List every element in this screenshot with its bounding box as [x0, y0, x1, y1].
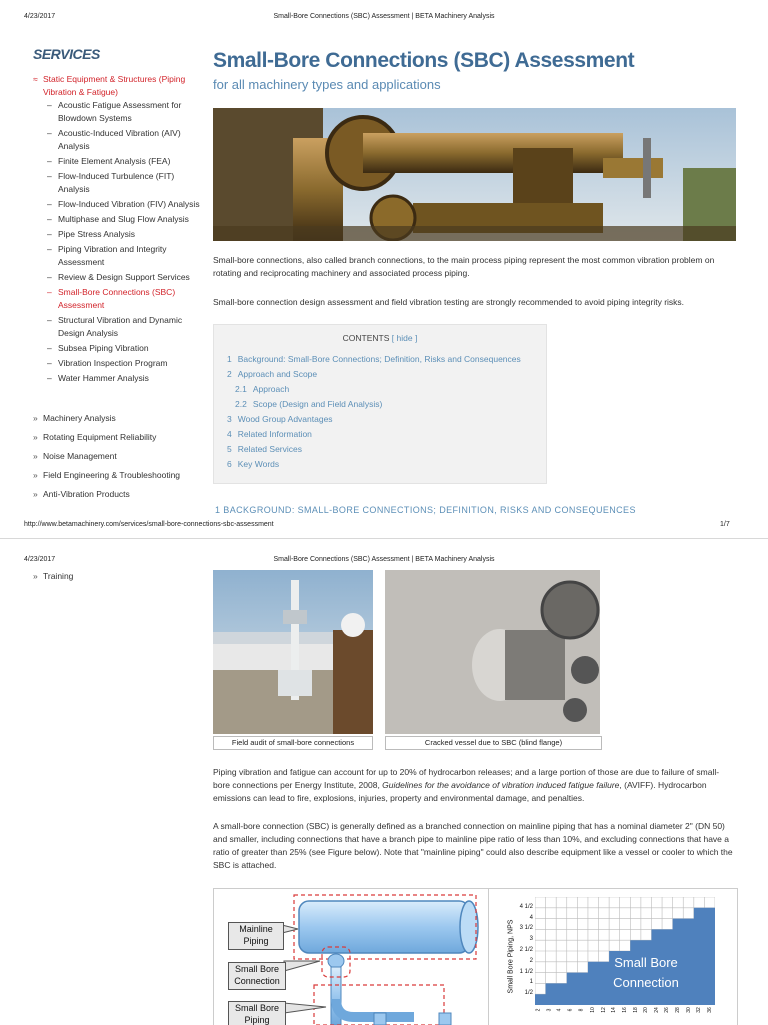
sidebar-category-item[interactable]: » Rotating Equipment Reliability	[33, 431, 203, 444]
toc-item[interactable]	[227, 352, 542, 367]
toc-items	[227, 352, 542, 472]
sidebar-sub-item[interactable]: – Subsea Piping Vibration	[47, 342, 207, 355]
toc-item[interactable]	[227, 367, 542, 382]
y-tick-label: 4 1/2	[519, 903, 533, 910]
page-subtitle: for all machinery types and applications	[213, 77, 441, 92]
sbc-figure	[213, 888, 738, 1025]
y-tick-label: 1	[529, 979, 533, 986]
figure-divider	[488, 889, 489, 1025]
chart-x-ticks	[535, 1007, 715, 1025]
sidebar-category-list	[33, 412, 203, 507]
toc-item[interactable]	[227, 397, 542, 412]
hero-photo	[213, 108, 736, 241]
x-tick-label: 26	[664, 1007, 671, 1013]
x-tick-label: 4	[556, 1008, 563, 1012]
sidebar-heading: SERVICES	[33, 46, 100, 62]
sbc-definition-paragraph: A small-bore connection (SBC) is generally defined as a branched connection on mainline piping that has a nominal diameter 2" (DN 50) and smaller, including connections that have a branch pipe to mainline pipe ratio of less than 10%, and excluding connections that have a ratio of greater than 25% (see Figure below). Note that "mainline piping" could also describe equipment like a vessel or cooler to which the SBC is attached.	[213, 821, 733, 870]
x-tick-label: 3	[546, 1008, 553, 1012]
chart-y-label: Small Bore Piping, NPS	[507, 919, 515, 994]
toc-item-number: 6	[227, 459, 232, 469]
y-tick-label: 2 1/2	[519, 947, 533, 953]
toc-item-label: Related Services	[237, 444, 302, 454]
y-tick-label: 3	[529, 936, 533, 943]
x-tick-label: 18	[632, 1007, 639, 1013]
y-tick-label: 4	[529, 914, 533, 921]
x-tick-label: 32	[695, 1007, 702, 1013]
x-tick-label: 12	[600, 1007, 607, 1013]
sidebar-sub-item[interactable]: – Flow-Induced Vibration (FIV) Analysis	[47, 198, 207, 211]
toc-item-label: Background: Small-Bore Connections; Definition, Risks and Consequences	[237, 354, 521, 364]
hero-photo-svg	[213, 108, 736, 241]
toc-hide-link[interactable]: [ hide ]	[391, 333, 418, 343]
x-tick-label: 2	[535, 1008, 542, 1012]
label-small-bore-connection: Small Bore Connection	[228, 962, 286, 990]
page-separator	[0, 538, 768, 539]
x-tick-label: 8	[578, 1008, 585, 1012]
print-date: 4/23/2017	[24, 13, 56, 20]
cracked-vessel-photo	[385, 570, 600, 734]
toc-item-number: 2.2	[235, 399, 247, 409]
sidebar-category-item[interactable]: » Noise Management	[33, 450, 203, 463]
sidebar-sub-list	[47, 99, 207, 387]
print-title-2: Small-Bore Connections (SBC) Assessment | BETA Machinery Analysis	[273, 556, 495, 563]
x-tick-label: 14	[611, 1007, 618, 1013]
toc-item[interactable]	[227, 382, 542, 397]
sidebar-sub-item[interactable]: – Acoustic-Induced Vibration (AIV) Analysis	[47, 127, 207, 153]
y-tick-label: 1 1/2	[519, 968, 533, 975]
page-title: Small-Bore Connections (SBC) Assessment	[213, 49, 635, 72]
toc-item-number: 2.1	[235, 384, 247, 394]
section-1-heading: 1 BACKGROUND: SMALL-BORE CONNECTIONS; DEFINITION, RISKS AND CONSEQUENCES	[215, 505, 636, 515]
x-tick-label: 36	[706, 1007, 713, 1013]
x-tick-label: 6	[567, 1008, 574, 1012]
field-audit-photo	[213, 570, 373, 734]
toc-item-label: Approach	[252, 384, 290, 394]
caption-cracked-vessel: Cracked vessel due to SBC (blind flange)	[385, 736, 602, 750]
print-title: Small-Bore Connections (SBC) Assessment | BETA Machinery Analysis	[273, 13, 495, 20]
toc-item[interactable]	[227, 442, 542, 457]
field-audit-photo-svg	[213, 570, 373, 734]
toc-item-number: 3	[227, 414, 232, 424]
print-url: http://www.betamachinery.com/services/small-bore-connections-sbc-assessment	[24, 521, 274, 528]
sidebar-sub-item[interactable]: – Finite Element Analysis (FEA)	[47, 155, 207, 168]
intro-paragraph: Small-bore connections, also called branch connections, to the main process piping represent the most common vibration problem on rotating and reciprocating machinery and associated process piping.	[213, 255, 715, 278]
recommendation-paragraph: Small-bore connection design assessment and field vibration testing are strongly recommended to avoid piping integrity risks.	[213, 297, 685, 307]
chart-region-label: Small Bore Connection	[613, 955, 679, 990]
sidebar-category-item[interactable]: » Field Engineering & Troubleshooting	[33, 469, 203, 482]
x-tick-label: 10	[590, 1007, 597, 1013]
toc-title: CONTENTS	[342, 333, 390, 343]
table-of-contents	[213, 324, 547, 484]
toc-item-number: 5	[227, 444, 232, 454]
y-tick-label: 2	[529, 957, 533, 964]
hydrocarbon-paragraph-part1: Piping vibration and fatigue can account for up to 20% of hydrocarbon releases; and a large portion of those are due to failure of small-bore connections per Energy Institute, 2008,	[213, 767, 720, 790]
x-tick-label: 20	[642, 1007, 649, 1013]
sidebar-sub-item[interactable]: – Water Hammer Analysis	[47, 372, 207, 385]
sidebar-category-item[interactable]: » Machinery Analysis	[33, 412, 203, 425]
x-tick-label: 28	[674, 1007, 681, 1013]
label-mainline-piping: Mainline Piping	[228, 922, 284, 950]
toc-item[interactable]	[227, 427, 542, 442]
sidebar-active-category[interactable]	[33, 73, 205, 99]
y-tick-label: 1/2	[524, 990, 533, 997]
sidebar-item-training-label: Training	[43, 571, 74, 581]
x-tick-label: 30	[685, 1007, 692, 1013]
chart-y-ticks	[513, 895, 535, 1005]
mainline-pipe-shape	[299, 901, 469, 953]
caption-field-audit: Field audit of small-bore connections	[213, 736, 373, 750]
sidebar-active-category-label: Static Equipment & Structures (Piping Vibration & Fatigue)	[43, 74, 186, 97]
sidebar-sub-item[interactable]: – Structural Vibration and Dynamic Design Analysis	[47, 314, 207, 340]
cracked-vessel-photo-svg	[385, 570, 600, 734]
sidebar-sub-item[interactable]: – Acoustic Fatigue Assessment for Blowdown Systems	[47, 99, 207, 125]
sidebar-sub-item[interactable]: – Small-Bore Connections (SBC) Assessment	[47, 286, 207, 312]
toc-item[interactable]	[227, 457, 542, 472]
sbc-chart	[499, 895, 729, 1025]
sidebar-category-item[interactable]: » Anti-Vibration Products	[33, 488, 203, 501]
sidebar-sub-item[interactable]: – Flow-Induced Turbulence (FIT) Analysis	[47, 170, 207, 196]
sidebar-sub-item[interactable]: – Multiphase and Slug Flow Analysis	[47, 213, 207, 226]
print-date-2: 4/23/2017	[24, 556, 56, 563]
sidebar-sub-item[interactable]: – Pipe Stress Analysis	[47, 228, 207, 241]
toc-item-number: 2	[227, 369, 232, 379]
toc-item-number: 1	[227, 354, 232, 364]
print-page-number: 1/7	[720, 521, 730, 528]
toc-item-label: Scope (Design and Field Analysis)	[252, 399, 383, 409]
sidebar-sub-item[interactable]: – Vibration Inspection Program	[47, 357, 207, 370]
label-small-bore-piping: Small Bore Piping	[228, 1001, 286, 1025]
toc-item-label: Related Information	[237, 429, 312, 439]
x-tick-label: 16	[621, 1007, 628, 1013]
toc-item-label: Approach and Scope	[237, 369, 318, 379]
active-marker-icon: ≈	[33, 74, 38, 84]
x-tick-label: 24	[653, 1007, 660, 1013]
hydrocarbon-paragraph-part2: , (AVIFF). Hydrocarbon emissions can lead to fire, explosions, injuries, property and environmental damage, and penalties.	[213, 780, 707, 803]
toc-item-number: 4	[227, 429, 232, 439]
toc-header	[214, 333, 546, 343]
toc-item[interactable]	[227, 412, 542, 427]
toc-item-label: Wood Group Advantages	[237, 414, 333, 424]
hydrocarbon-paragraph	[213, 766, 736, 805]
y-tick-label: 3 1/2	[519, 925, 533, 932]
sidebar-sub-item[interactable]: – Piping Vibration and Integrity Assessment	[47, 243, 207, 269]
sidebar-sub-item[interactable]: – Review & Design Support Services	[47, 271, 207, 284]
aviff-title: Guidelines for the avoidance of vibration induced fatigue failure	[382, 780, 620, 790]
toc-item-label: Key Words	[237, 459, 280, 469]
